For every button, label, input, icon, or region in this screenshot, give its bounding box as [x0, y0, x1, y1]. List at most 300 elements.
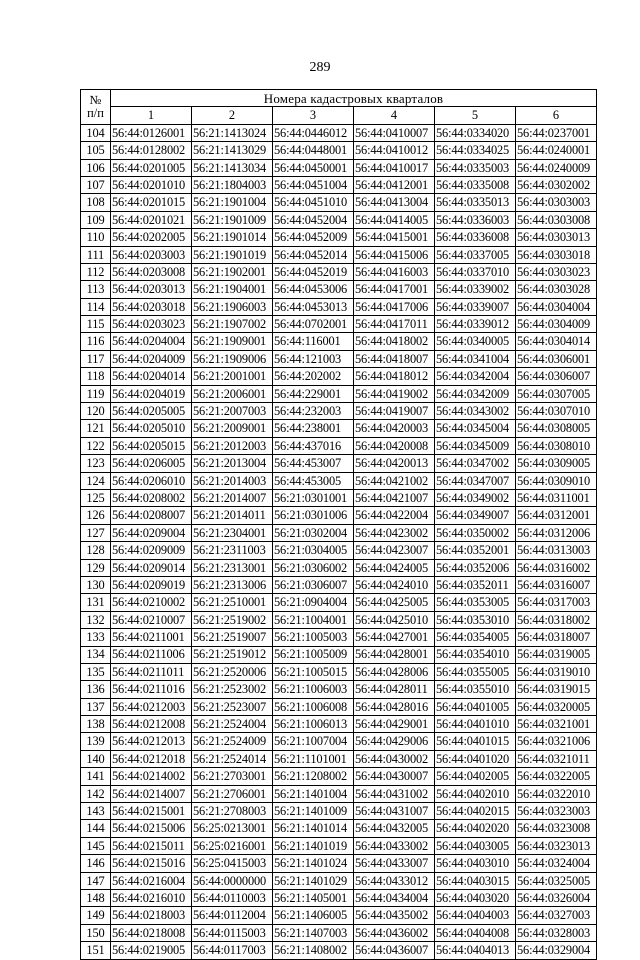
- cadastral-number-cell: 56:44:0428001: [354, 646, 435, 663]
- cadastral-number-cell: 56:44:0302002: [516, 176, 597, 193]
- row-number-cell: 148: [81, 889, 111, 906]
- row-number-cell: 109: [81, 211, 111, 228]
- cadastral-number-cell: 56:44:0353010: [435, 611, 516, 628]
- cadastral-number-cell: 56:44:0205010: [111, 420, 192, 437]
- cadastral-number-cell: 56:44:116001: [273, 333, 354, 350]
- row-number-header: [81, 90, 111, 125]
- cadastral-number-cell: 56:44:0126001: [111, 124, 192, 141]
- cadastral-number-cell: 56:44:0401015: [435, 733, 516, 750]
- cadastral-number-cell: 56:21:1401019: [273, 837, 354, 854]
- cadastral-number-cell: 56:21:2012003: [192, 437, 273, 454]
- cadastral-number-cell: 56:44:0203008: [111, 263, 192, 280]
- cadastral-number-cell: 56:44:0215016: [111, 855, 192, 872]
- row-number-cell: 122: [81, 437, 111, 454]
- table-row: [81, 942, 597, 959]
- cadastral-number-cell: 56:44:0214007: [111, 785, 192, 802]
- cadastral-number-cell: 56:44:0421002: [354, 472, 435, 489]
- cadastral-number-cell: 56:44:0327003: [516, 907, 597, 924]
- cadastral-number-cell: 56:44:0323003: [516, 803, 597, 820]
- cadastral-number-cell: 56:21:0304005: [273, 542, 354, 559]
- cadastral-number-cell: 56:44:0210007: [111, 611, 192, 628]
- cadastral-number-cell: 56:44:238001: [273, 420, 354, 437]
- cadastral-number-cell: 56:44:0401020: [435, 750, 516, 767]
- row-number-cell: 118: [81, 368, 111, 385]
- table-row: [81, 507, 597, 524]
- cadastral-number-cell: 56:21:2007003: [192, 403, 273, 420]
- cadastral-number-cell: 56:44:0402015: [435, 803, 516, 820]
- cadastral-number-cell: 56:44:0417001: [354, 281, 435, 298]
- row-number-cell: 120: [81, 403, 111, 420]
- cadastral-number-cell: 56:21:1413029: [192, 142, 273, 159]
- table-row: [81, 316, 597, 333]
- table-row: [81, 437, 597, 454]
- table-row: [81, 576, 597, 593]
- table-row: [81, 924, 597, 941]
- cadastral-number-cell: 56:21:1401014: [273, 820, 354, 837]
- cadastral-number-cell: 56:44:0404003: [435, 907, 516, 924]
- cadastral-number-cell: 56:21:2519007: [192, 629, 273, 646]
- cadastral-number-cell: 56:21:1906003: [192, 298, 273, 315]
- cadastral-number-cell: 56:44:202002: [273, 368, 354, 385]
- cadastral-number-cell: 56:44:0219005: [111, 942, 192, 959]
- cadastral-number-cell: 56:44:0401010: [435, 716, 516, 733]
- cadastral-number-cell: 56:44:0323008: [516, 820, 597, 837]
- row-number-cell: 137: [81, 698, 111, 715]
- cadastral-number-cell: 56:44:0206005: [111, 455, 192, 472]
- cadastral-number-cell: 56:21:1006003: [273, 681, 354, 698]
- cadastral-number-cell: 56:44:0428016: [354, 698, 435, 715]
- cadastral-number-cell: 56:44:0418002: [354, 333, 435, 350]
- column-number-row: [81, 107, 597, 124]
- cadastral-number-cell: 56:44:0339007: [435, 298, 516, 315]
- cadastral-number-cell: 56:44:0212003: [111, 698, 192, 715]
- row-number-cell: 140: [81, 750, 111, 767]
- table-row: [81, 420, 597, 437]
- row-number-cell: 145: [81, 837, 111, 854]
- cadastral-number-cell: 56:44:0313003: [516, 542, 597, 559]
- row-number-cell: 134: [81, 646, 111, 663]
- row-number-cell: 119: [81, 385, 111, 402]
- cadastral-number-cell: 56:44:0403005: [435, 837, 516, 854]
- cadastral-number-cell: 56:44:0339012: [435, 316, 516, 333]
- cadastral-number-cell: 56:44:0211011: [111, 663, 192, 680]
- cadastral-number-cell: 56:44:0418007: [354, 350, 435, 367]
- row-number-cell: 150: [81, 924, 111, 941]
- cadastral-number-cell: 56:44:0319015: [516, 681, 597, 698]
- cadastral-number-cell: 56:44:0306001: [516, 350, 597, 367]
- cadastral-number-cell: 56:44:0448001: [273, 142, 354, 159]
- cadastral-number-cell: 56:44:0422004: [354, 507, 435, 524]
- cadastral-number-cell: 56:44:0304004: [516, 298, 597, 315]
- cadastral-number-cell: 56:44:0304009: [516, 316, 597, 333]
- table-row: [81, 350, 597, 367]
- row-number-header-line1: №: [89, 93, 102, 108]
- cadastral-number-cell: 56:44:0212018: [111, 750, 192, 767]
- cadastral-number-cell: 56:21:1909001: [192, 333, 273, 350]
- cadastral-number-cell: 56:44:0421007: [354, 489, 435, 506]
- cadastral-number-cell: 56:21:2706001: [192, 785, 273, 802]
- table-row: [81, 785, 597, 802]
- table-header-row: [81, 90, 597, 107]
- table-row: [81, 663, 597, 680]
- cadastral-number-cell: 56:44:0402010: [435, 785, 516, 802]
- table-body: [81, 124, 597, 959]
- cadastral-number-cell: 56:44:0402020: [435, 820, 516, 837]
- cadastral-number-cell: 56:21:2311003: [192, 542, 273, 559]
- cadastral-number-cell: 56:44:0218008: [111, 924, 192, 941]
- row-number-cell: 144: [81, 820, 111, 837]
- row-number-cell: 117: [81, 350, 111, 367]
- cadastral-number-cell: 56:44:0419007: [354, 403, 435, 420]
- cadastral-number-cell: 56:21:2009001: [192, 420, 273, 437]
- cadastral-number-cell: 56:44:0430002: [354, 750, 435, 767]
- row-number-cell: 114: [81, 298, 111, 315]
- cadastral-number-cell: 56:44:0410007: [354, 124, 435, 141]
- cadastral-number-cell: 56:44:0209019: [111, 576, 192, 593]
- table-row: [81, 211, 597, 228]
- row-number-cell: 141: [81, 768, 111, 785]
- row-number-cell: 107: [81, 176, 111, 193]
- cadastral-number-cell: 56:44:229001: [273, 385, 354, 402]
- cadastral-number-cell: 56:44:0115003: [192, 924, 273, 941]
- cadastral-number-cell: 56:44:0307010: [516, 403, 597, 420]
- row-number-cell: 136: [81, 681, 111, 698]
- row-number-cell: 110: [81, 229, 111, 246]
- cadastral-number-cell: 56:44:0240009: [516, 159, 597, 176]
- cadastral-number-cell: 56:44:0424005: [354, 559, 435, 576]
- cadastral-number-cell: 56:21:2013004: [192, 455, 273, 472]
- cadastral-number-cell: 56:44:0401005: [435, 698, 516, 715]
- cadastral-number-cell: 56:44:0303023: [516, 263, 597, 280]
- cadastral-number-cell: 56:44:0210002: [111, 594, 192, 611]
- cadastral-number-cell: 56:44:0204004: [111, 333, 192, 350]
- cadastral-number-cell: 56:44:0328003: [516, 924, 597, 941]
- table-row: [81, 750, 597, 767]
- table-row: [81, 768, 597, 785]
- row-number-cell: 105: [81, 142, 111, 159]
- cadastral-number-cell: 56:44:0204009: [111, 350, 192, 367]
- cadastral-number-cell: 56:44:0307005: [516, 385, 597, 402]
- cadastral-number-cell: 56:25:0213001: [192, 820, 273, 837]
- cadastral-number-cell: 56:44:0414005: [354, 211, 435, 228]
- cadastral-number-cell: 56:44:0431007: [354, 803, 435, 820]
- table-row: [81, 820, 597, 837]
- row-number-cell: 142: [81, 785, 111, 802]
- cadastral-number-cell: 56:44:0216004: [111, 872, 192, 889]
- cadastral-number-cell: 56:44:0336003: [435, 211, 516, 228]
- cadastral-number-cell: 56:21:0301001: [273, 489, 354, 506]
- table-row: [81, 594, 597, 611]
- row-number-cell: 112: [81, 263, 111, 280]
- cadastral-number-cell: 56:44:0312001: [516, 507, 597, 524]
- cadastral-number-cell: 56:21:1804003: [192, 176, 273, 193]
- cadastral-number-cell: 56:44:0117003: [192, 942, 273, 959]
- table-row: [81, 837, 597, 854]
- cadastral-number-cell: 56:44:0419002: [354, 385, 435, 402]
- row-number-cell: 132: [81, 611, 111, 628]
- row-number-cell: 127: [81, 524, 111, 541]
- row-number-cell: 130: [81, 576, 111, 593]
- page-number: 289: [309, 60, 331, 75]
- row-number-cell: 113: [81, 281, 111, 298]
- cadastral-number-cell: 56:44:0334020: [435, 124, 516, 141]
- cadastral-number-cell: 56:21:2006001: [192, 385, 273, 402]
- cadastral-number-cell: 56:44:0417006: [354, 298, 435, 315]
- cadastral-number-cell: 56:44:0349002: [435, 489, 516, 506]
- row-number-header-line2: п/п: [87, 105, 104, 120]
- cadastral-number-cell: 56:21:2014003: [192, 472, 273, 489]
- cadastral-number-cell: 56:21:0302004: [273, 524, 354, 541]
- cadastral-number-cell: 56:44:0403010: [435, 855, 516, 872]
- cadastral-number-cell: 56:44:0404008: [435, 924, 516, 941]
- cadastral-number-cell: 56:44:0211006: [111, 646, 192, 663]
- cadastral-number-cell: 56:44:0354010: [435, 646, 516, 663]
- cadastral-number-cell: 56:44:0322010: [516, 785, 597, 802]
- row-number-cell: 128: [81, 542, 111, 559]
- cadastral-number-cell: 56:44:0415006: [354, 246, 435, 263]
- cadastral-number-cell: 56:44:0417011: [354, 316, 435, 333]
- cadastral-number-cell: 56:21:2524009: [192, 733, 273, 750]
- column-number: 6: [516, 107, 597, 124]
- cadastral-number-cell: 56:44:0211001: [111, 629, 192, 646]
- cadastral-number-cell: 56:44:0319005: [516, 646, 597, 663]
- cadastral-number-cell: 56:44:0413004: [354, 194, 435, 211]
- cadastral-number-cell: 56:21:2524004: [192, 716, 273, 733]
- cadastral-number-cell: 56:44:0321001: [516, 716, 597, 733]
- cadastral-number-cell: 56:44:0436007: [354, 942, 435, 959]
- column-number: 2: [192, 107, 273, 124]
- cadastral-number-cell: 56:44:0201021: [111, 211, 192, 228]
- cadastral-number-cell: 56:44:0345009: [435, 437, 516, 454]
- cadastral-number-cell: 56:21:1004001: [273, 611, 354, 628]
- table-row: [81, 194, 597, 211]
- table-row: [81, 542, 597, 559]
- row-number-cell: 138: [81, 716, 111, 733]
- table-row: [81, 872, 597, 889]
- cadastral-number-cell: 56:21:1405001: [273, 889, 354, 906]
- cadastral-number-cell: 56:21:1007004: [273, 733, 354, 750]
- cadastral-number-cell: 56:44:453005: [273, 472, 354, 489]
- table-row: [81, 489, 597, 506]
- row-number-cell: 121: [81, 420, 111, 437]
- column-number: 1: [111, 107, 192, 124]
- cadastral-number-cell: 56:44:0000000: [192, 872, 273, 889]
- cadastral-number-cell: 56:44:0312006: [516, 524, 597, 541]
- cadastral-number-cell: 56:44:0303008: [516, 211, 597, 228]
- cadastral-number-cell: 56:44:232003: [273, 403, 354, 420]
- cadastral-number-cell: 56:44:0218003: [111, 907, 192, 924]
- table-row: [81, 889, 597, 906]
- row-number-cell: 104: [81, 124, 111, 141]
- row-number-cell: 125: [81, 489, 111, 506]
- cadastral-number-cell: 56:44:0329004: [516, 942, 597, 959]
- cadastral-number-cell: 56:44:0451004: [273, 176, 354, 193]
- cadastral-number-cell: 56:44:0425005: [354, 594, 435, 611]
- cadastral-number-cell: 56:44:0354005: [435, 629, 516, 646]
- cadastral-number-cell: 56:21:2001001: [192, 368, 273, 385]
- row-number-cell: 116: [81, 333, 111, 350]
- cadastral-number-cell: 56:44:0452019: [273, 263, 354, 280]
- table-row: [81, 246, 597, 263]
- cadastral-number-cell: 56:21:1401004: [273, 785, 354, 802]
- cadastral-number-cell: 56:44:0112004: [192, 907, 273, 924]
- cadastral-number-cell: 56:44:0214002: [111, 768, 192, 785]
- cadastral-number-cell: 56:44:0429006: [354, 733, 435, 750]
- cadastral-number-cell: 56:44:0337010: [435, 263, 516, 280]
- cadastral-number-cell: 56:44:0203013: [111, 281, 192, 298]
- cadastral-number-cell: 56:44:0433002: [354, 837, 435, 854]
- row-number-cell: 149: [81, 907, 111, 924]
- cadastral-number-cell: 56:44:0206010: [111, 472, 192, 489]
- cadastral-number-cell: 56:44:0324004: [516, 855, 597, 872]
- cadastral-number-cell: 56:44:0204014: [111, 368, 192, 385]
- cadastral-number-cell: 56:44:0212008: [111, 716, 192, 733]
- cadastral-number-cell: 56:21:1005009: [273, 646, 354, 663]
- cadastral-number-cell: 56:44:0403015: [435, 872, 516, 889]
- table-row: [81, 629, 597, 646]
- cadastral-number-cell: 56:44:0316007: [516, 576, 597, 593]
- cadastral-number-cell: 56:44:0452014: [273, 246, 354, 263]
- table-row: [81, 611, 597, 628]
- cadastral-number-cell: 56:21:2014011: [192, 507, 273, 524]
- cadastral-number-cell: 56:44:0201015: [111, 194, 192, 211]
- cadastral-number-cell: 56:44:0427001: [354, 629, 435, 646]
- table-row: [81, 176, 597, 193]
- cadastral-number-cell: 56:21:1005015: [273, 663, 354, 680]
- cadastral-number-cell: 56:44:0352001: [435, 542, 516, 559]
- row-number-cell: 133: [81, 629, 111, 646]
- table-row: [81, 803, 597, 820]
- cadastral-number-cell: 56:44:0216010: [111, 889, 192, 906]
- cadastral-number-cell: 56:21:1006008: [273, 698, 354, 715]
- cadastral-number-cell: 56:44:0352011: [435, 576, 516, 593]
- cadastral-number-cell: 56:21:2519012: [192, 646, 273, 663]
- cadastral-number-cell: 56:44:0412001: [354, 176, 435, 193]
- cadastral-number-cell: 56:21:0306007: [273, 576, 354, 593]
- table-row: [81, 124, 597, 141]
- table-row: [81, 142, 597, 159]
- cadastral-number-cell: 56:21:1401024: [273, 855, 354, 872]
- cadastral-number-cell: 56:44:0326004: [516, 889, 597, 906]
- cadastral-number-cell: 56:44:0320005: [516, 698, 597, 715]
- cadastral-number-cell: 56:44:0203003: [111, 246, 192, 263]
- cadastral-number-cell: 56:21:2520006: [192, 663, 273, 680]
- row-number-cell: 111: [81, 246, 111, 263]
- cadastral-number-cell: 56:44:0205005: [111, 403, 192, 420]
- cadastral-number-cell: 56:44:0402005: [435, 768, 516, 785]
- cadastral-number-cell: 56:44:0205015: [111, 437, 192, 454]
- cadastral-number-cell: 56:44:0420003: [354, 420, 435, 437]
- cadastral-number-cell: 56:44:0416003: [354, 263, 435, 280]
- table-row: [81, 403, 597, 420]
- table-row: [81, 716, 597, 733]
- cadastral-number-cell: 56:44:0342009: [435, 385, 516, 402]
- row-number-cell: 106: [81, 159, 111, 176]
- row-number-cell: 115: [81, 316, 111, 333]
- cadastral-number-cell: 56:44:0306007: [516, 368, 597, 385]
- cadastral-number-cell: 56:21:1909006: [192, 350, 273, 367]
- cadastral-number-cell: 56:44:0325005: [516, 872, 597, 889]
- cadastral-number-cell: 56:44:0209004: [111, 524, 192, 541]
- column-number: 3: [273, 107, 354, 124]
- cadastral-number-cell: 56:21:2708003: [192, 803, 273, 820]
- table-row: [81, 229, 597, 246]
- cadastral-number-cell: 56:44:0319010: [516, 663, 597, 680]
- cadastral-number-cell: 56:44:0452009: [273, 229, 354, 246]
- row-number-cell: 126: [81, 507, 111, 524]
- cadastral-number-cell: 56:44:0335008: [435, 176, 516, 193]
- row-number-cell: 129: [81, 559, 111, 576]
- cadastral-number-cell: 56:44:0403020: [435, 889, 516, 906]
- cadastral-number-cell: 56:21:2313006: [192, 576, 273, 593]
- cadastral-number-cell: 56:44:0423002: [354, 524, 435, 541]
- cadastral-number-cell: 56:44:0350002: [435, 524, 516, 541]
- cadastral-number-cell: 56:44:0323013: [516, 837, 597, 854]
- cadastral-number-cell: 56:21:1901014: [192, 229, 273, 246]
- cadastral-number-cell: 56:44:0240001: [516, 142, 597, 159]
- cadastral-number-cell: 56:44:0410017: [354, 159, 435, 176]
- cadastral-number-cell: 56:44:0317003: [516, 594, 597, 611]
- table-row: [81, 455, 597, 472]
- cadastral-number-cell: 56:21:0904004: [273, 594, 354, 611]
- cadastral-number-cell: 56:44:0339002: [435, 281, 516, 298]
- cadastral-number-cell: 56:44:0347007: [435, 472, 516, 489]
- cadastral-number-cell: 56:44:0336008: [435, 229, 516, 246]
- cadastral-number-cell: 56:44:0355005: [435, 663, 516, 680]
- cadastral-number-cell: 56:44:0355010: [435, 681, 516, 698]
- cadastral-number-cell: 56:21:1907002: [192, 316, 273, 333]
- cadastral-number-cell: 56:25:0415003: [192, 855, 273, 872]
- column-number: 5: [435, 107, 516, 124]
- cadastral-number-cell: 56:21:1005003: [273, 629, 354, 646]
- cadastral-number-cell: 56:44:0341004: [435, 350, 516, 367]
- cadastral-number-cell: 56:44:0335013: [435, 194, 516, 211]
- cadastral-number-cell: 56:21:2523002: [192, 681, 273, 698]
- cadastral-number-cell: 56:44:0418012: [354, 368, 435, 385]
- cadastral-number-cell: 56:44:0453006: [273, 281, 354, 298]
- cadastral-number-cell: 56:44:0453013: [273, 298, 354, 315]
- cadastral-number-cell: 56:44:0304014: [516, 333, 597, 350]
- cadastral-number-cell: 56:44:0430007: [354, 768, 435, 785]
- table-row: [81, 855, 597, 872]
- table-row: [81, 907, 597, 924]
- cadastral-number-cell: 56:44:0436002: [354, 924, 435, 941]
- table-row: [81, 733, 597, 750]
- table-row: [81, 298, 597, 315]
- cadastral-number-cell: 56:21:1413034: [192, 159, 273, 176]
- cadastral-number-cell: 56:44:0345004: [435, 420, 516, 437]
- cadastral-number-cell: 56:21:1407003: [273, 924, 354, 941]
- cadastral-number-cell: 56:44:0308010: [516, 437, 597, 454]
- cadastral-number-cell: 56:44:0702001: [273, 316, 354, 333]
- row-number-cell: 151: [81, 942, 111, 959]
- cadastral-number-cell: 56:44:0337005: [435, 246, 516, 263]
- cadastral-number-cell: 56:44:0446012: [273, 124, 354, 141]
- cadastral-number-cell: 56:44:0309005: [516, 455, 597, 472]
- cadastral-number-cell: 56:21:1413024: [192, 124, 273, 141]
- row-number-cell: 108: [81, 194, 111, 211]
- cadastral-number-cell: 56:21:1901004: [192, 194, 273, 211]
- cadastral-number-cell: 56:21:2313001: [192, 559, 273, 576]
- cadastral-number-cell: 56:44:0215011: [111, 837, 192, 854]
- cadastral-number-cell: 56:21:2304001: [192, 524, 273, 541]
- cadastral-number-cell: 56:44:0352006: [435, 559, 516, 576]
- cadastral-number-cell: 56:21:1401009: [273, 803, 354, 820]
- cadastral-number-cell: 56:44:0318002: [516, 611, 597, 628]
- cadastral-number-cell: 56:21:2523007: [192, 698, 273, 715]
- cadastral-number-cell: 56:44:0308005: [516, 420, 597, 437]
- row-number-cell: 139: [81, 733, 111, 750]
